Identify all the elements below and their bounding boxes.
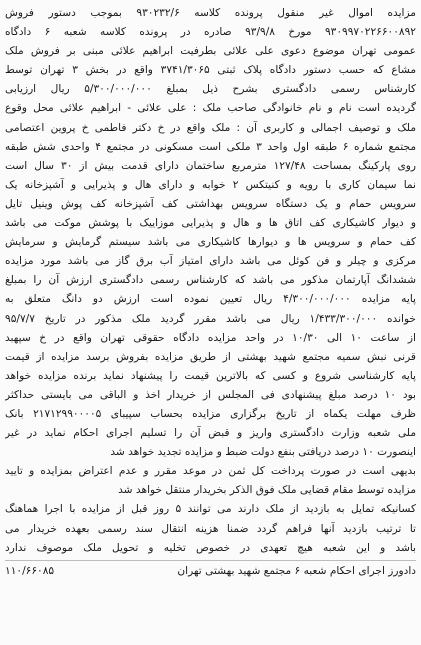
notice-line: کارشناس رسمی دادگستری بشرح ذیل بمبلغ ۵/۳۰۰/۰۰۰/۰۰۰ ریال ارزیابی xyxy=(5,83,416,96)
notice-number: ۱۱۰/۶۶۰۸۵ xyxy=(5,564,55,577)
notice-body xyxy=(5,4,416,558)
notice-line: عمومی تهران موضوع دعوی علی علائی بطرفیت ابراهیم علائی مبنی بر فروش ملک xyxy=(5,45,416,58)
notice-line: بدیهی است در صورت پرداخت کل ثمن در موعد مقرر و عدم اعتراض بمزایده و تایید xyxy=(5,465,416,478)
notice-line: مجتمع شماره ۶ طبقه اول واحد ۳ ملکی است مسکونی در مجتمع ۴ واحدی شش طبقه xyxy=(5,140,416,153)
notice-line: اینصورت ۱۰ درصد دریافتی بنفع دولت ضبط و مزایده تجدید خواهد شد xyxy=(110,446,416,459)
notice-line: از ساعت ۱۰ الی ۱۰/۳۰ در واحد مزایده دادگاه حقوقی تهران واقع در خ سپهبد xyxy=(5,331,416,344)
notice-line: و دیوار کاشیکاری کف اتاق ها و هال و پذیرایی موزاییک با پوشش موکت می باشد xyxy=(5,217,416,230)
notice-line: نما سیمان کاری با رویه و کنیتکس ۲ خوابه و دارای هال و پذیرایی و آشپزخانه یک xyxy=(5,178,416,191)
notice-line: تا ترتیب بازدید آنها فراهم گردد ضمنا هزینه انتقال سند رسمی بعهده خریدار می xyxy=(5,522,416,535)
notice-line: بود ۱۰ درصد مبلغ پیشنهادی فی المجلس از خریدار اخذ و الباقی می بایستی حداکثر xyxy=(5,388,416,401)
notice-line: کف حمام و سرویس ها و دیوارها کاشیکاری می باشد سیستم گرمایش و سرمایش xyxy=(5,236,416,249)
notice-line: ملی شعبه وزارت دادگستری واریز و قبض آن را تسلیم اجرای احکام نماید در غیر xyxy=(5,427,416,440)
notice-line: مشاع که حسب دستور دادگاه پلاک ثبتی ۳۷۴۱/۳۰۶۵ واقع در بخش ۳ تهران توسط xyxy=(5,64,416,77)
notice-line: کسانیکه تمایل به بازدید از ملک دارند می توانند ۵ روز قبل از مزایده با اجرا هماهنگ xyxy=(5,503,416,516)
notice-line: پایه مزایده ۴/۳۰۰/۰۰۰/۰۰۰ ریال تعیین نموده است ارزش دو دانگ متعلق به xyxy=(5,293,416,306)
notice-line: مرکزی و چیلر و فن کوئل می باشد دارای امتیاز آب برق گاز می باشد مورد مزایده xyxy=(5,255,416,268)
notice-line: پایه کارشناسی شروع و کسی که بالاترین قیمت را پیشنهاد نماید برنده مزایده خواهد xyxy=(5,369,416,382)
notice-line: سرویس حمام و یک دستگاه سرویس بهداشتی کف آشپزخانه کف پوش وینیل تایل xyxy=(5,197,416,210)
notice-line: روی پارکینگ بمساحت ۱۲۷/۴۸ مترمربع ساختمان دارای قدمت بیش از ۳۰ سال است xyxy=(5,159,416,172)
notice-line: ظرف مهلت یکماه از تاریخ برگزاری مزایده بحساب سپیبای ۲۱۷۱۲۹۹۰۰۰۰۵ بانک xyxy=(5,407,416,420)
notice-line: خوانده ۱/۴۳۳/۳۰۰/۰۰۰ ریال می باشد مقرر گردید ملک مذکور در تاریخ ۹۵/۷/۷ xyxy=(5,312,416,325)
issuing-office: دادورز اجرای احکام شعبه ۶ مجتمع شهید بهشتی تهران xyxy=(177,564,416,577)
notice-line: مزایده اموال غیر منقول پرونده کلاسه ۹۳۰۲۳۲/۶ بموجب دستور فروش xyxy=(5,7,416,19)
notice-line: مزایده توسط مقام قضایی ملک فوق الذکر بخریدار منتقل خواهد شد xyxy=(118,484,416,497)
notice-line: گردیده است نام و نام خانوادگی صاحب ملک : علی علائی - ابراهیم علائی محل وقوع xyxy=(5,102,416,115)
notice-footer xyxy=(5,560,416,581)
notice-line: ملک و توصیف اجمالی و کاربری آن : ملک واقع در خ دکتر فاطمی خ پروین اعتصامی xyxy=(5,121,416,134)
notice-line: ششدانگ آپارتمان مذکور می باشد که کارشناس رسمی دادگستری ارزش آن را بمبلغ xyxy=(5,274,416,287)
notice-line: ۹۳۰۹۹۷۰۲۲۶۶۰۰۸۹۲ مورخ ۹۳/۹/۸ صادره در پرونده کلاسه شعبه ۶ دادگاه xyxy=(5,26,416,39)
notice-line: قرنی نبش سمیه مجتمع شهید بهشتی از طریق مزایده بفروش برسد مزایده از قیمت xyxy=(5,350,416,363)
notice-line: باشد و این شعبه هیچ تعهدی در خصوص تخلیه و تحویل ملک موصوف ندارد xyxy=(5,541,416,554)
